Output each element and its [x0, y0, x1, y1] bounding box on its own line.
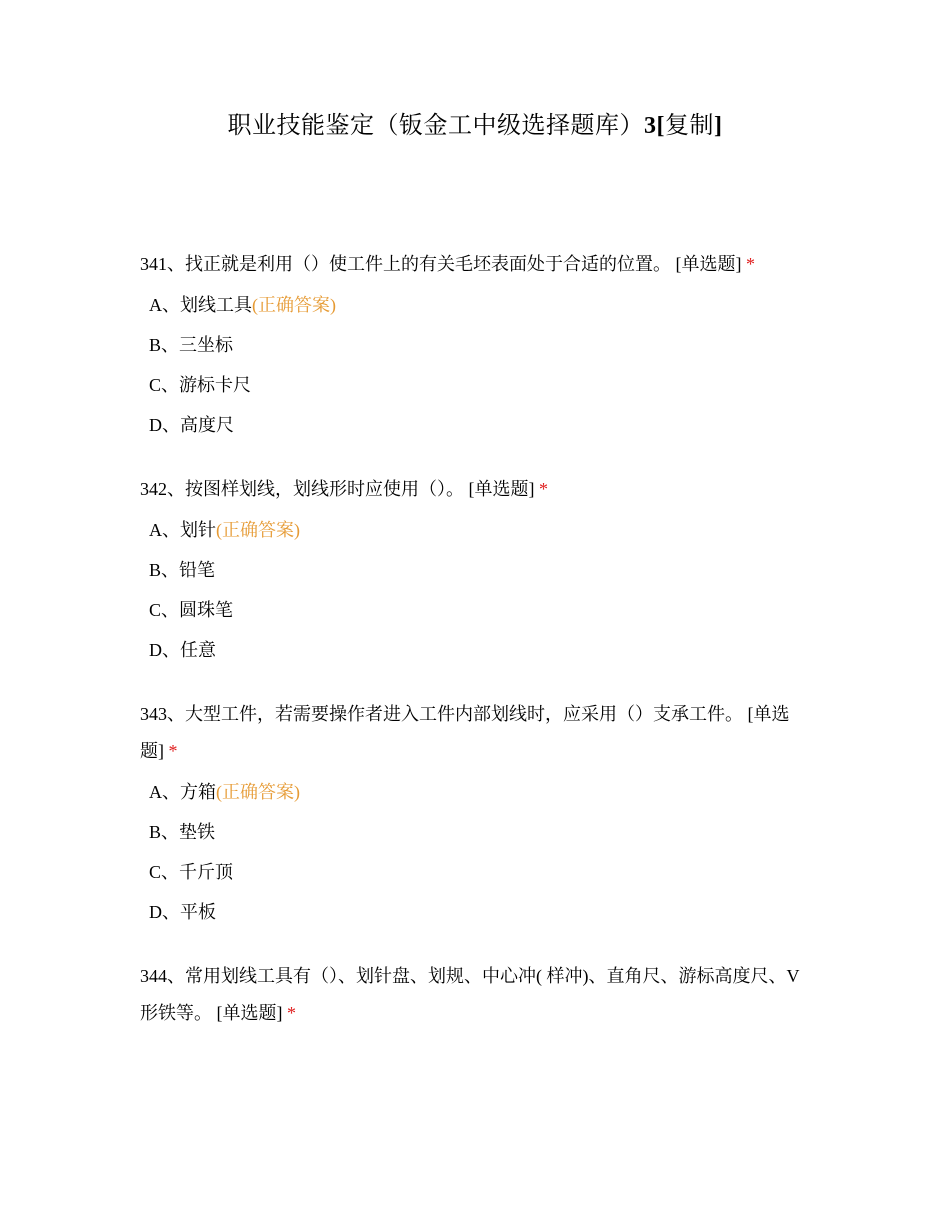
question-343: [140, 696, 800, 932]
required-marker: *: [539, 479, 548, 499]
option-list: [140, 772, 800, 932]
title-copy-tag: 复制: [665, 113, 714, 139]
option-label: A、划针: [149, 520, 216, 540]
option-a[interactable]: [140, 285, 800, 325]
question-342: [140, 471, 800, 670]
option-c[interactable]: [140, 852, 800, 892]
option-d[interactable]: [140, 892, 800, 932]
option-label: B、三坐标: [149, 335, 234, 355]
option-label: D、高度尺: [149, 415, 234, 435]
option-list: [140, 510, 800, 670]
question-list: [140, 246, 800, 1058]
option-label: B、铅笔: [149, 560, 216, 580]
option-label: D、任意: [149, 640, 216, 660]
question-344: [140, 958, 800, 1032]
required-marker: *: [287, 1003, 296, 1023]
option-b[interactable]: [140, 812, 800, 852]
option-label: C、千斤顶: [149, 862, 234, 882]
question-stem: [140, 696, 800, 770]
correct-answer-tag: (正确答案): [252, 295, 336, 315]
title-number: 3[: [644, 113, 665, 139]
correct-answer-tag: (正确答案): [216, 782, 300, 802]
option-label: A、方箱: [149, 782, 216, 802]
option-d[interactable]: [140, 630, 800, 670]
title-bracket: ]: [714, 113, 723, 139]
title-text: 职业技能鉴定（钣金工中级选择题库）: [227, 113, 644, 139]
option-a[interactable]: [140, 772, 800, 812]
document-title: [0, 108, 950, 144]
option-label: D、平板: [149, 902, 216, 922]
question-text: 343、大型工件，若需要操作者进入工件内部划线时，应采用（）支承工件。 [单选题]: [140, 704, 790, 761]
question-stem: [140, 471, 800, 508]
option-c[interactable]: [140, 365, 800, 405]
option-list: [140, 285, 800, 445]
option-c[interactable]: [140, 590, 800, 630]
question-stem: [140, 246, 800, 283]
question-text: 344、常用划线工具有（）、划针盘、划规、中心冲( 样冲)、直角尺、游标高度尺、V 形铁等。 [单选题]: [140, 966, 800, 1023]
option-b[interactable]: [140, 325, 800, 365]
question-text: 342、按图样划线，划线形时应使用（）。 [单选题]: [140, 479, 535, 499]
option-a[interactable]: [140, 510, 800, 550]
required-marker: *: [746, 254, 755, 274]
option-label: A、划线工具: [149, 295, 252, 315]
required-marker: *: [168, 741, 178, 761]
question-text: 341、找正就是利用（）使工件上的有关毛坯表面处于合适的位置。 [单选题]: [140, 254, 742, 274]
option-label: C、游标卡尺: [149, 375, 252, 395]
question-341: [140, 246, 800, 445]
option-b[interactable]: [140, 550, 800, 590]
option-d[interactable]: [140, 405, 800, 445]
question-stem: [140, 958, 800, 1032]
option-label: C、圆珠笔: [149, 600, 234, 620]
option-label: B、垫铁: [149, 822, 216, 842]
correct-answer-tag: (正确答案): [216, 520, 300, 540]
